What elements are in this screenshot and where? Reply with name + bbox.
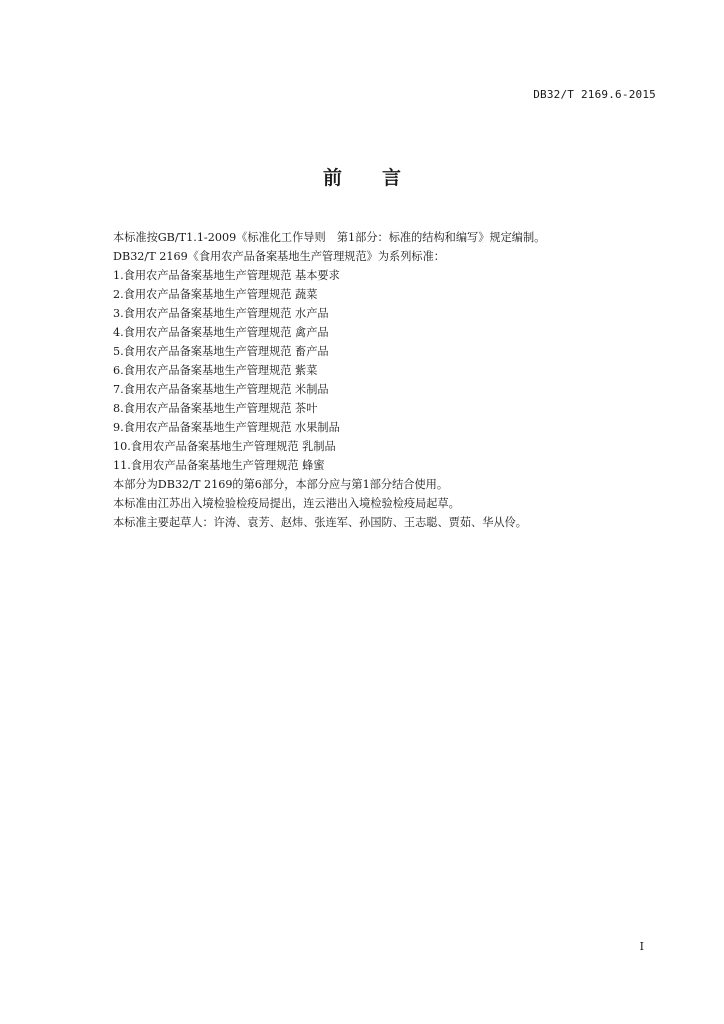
page-title: 前言 (322, 167, 441, 189)
list-item: 8.食用农产品备案基地生产管理规范 茶叶 (113, 402, 318, 415)
series-list (113, 266, 673, 475)
list-item: 11.食用农产品备案基地生产管理规范 蜂蜜 (113, 459, 325, 472)
list-item: 1.食用农产品备案基地生产管理规范 基本要求 (113, 269, 340, 282)
list-item: 10.食用农产品备案基地生产管理规范 乳制品 (113, 440, 336, 453)
intro-line-structure: 本标准按GB/T1.1-2009《标准化工作导则 第1部分：标准的结构和编写》规定编制。 (113, 231, 546, 244)
page-number: I (639, 940, 644, 953)
list-item: 3.食用农产品备案基地生产管理规范 水产品 (113, 307, 329, 320)
list-item: 5.食用农产品备案基地生产管理规范 畜产品 (113, 345, 329, 358)
list-item: 4.食用农产品备案基地生产管理规范 禽产品 (113, 326, 329, 339)
list-item: 2.食用农产品备案基地生产管理规范 蔬菜 (113, 288, 318, 301)
foreword-body (113, 228, 673, 532)
intro-line-series: DB32/T 2169《食用农产品备案基地生产管理规范》为系列标准： (113, 250, 445, 263)
list-item: 6.食用农产品备案基地生产管理规范 紫菜 (113, 364, 318, 377)
document-code: DB32/T 2169.6-2015 (533, 88, 656, 101)
list-item: 9.食用农产品备案基地生产管理规范 水果制品 (113, 421, 340, 434)
list-item: 7.食用农产品备案基地生产管理规范 米制品 (113, 383, 329, 396)
closing-line-part: 本部分为DB32/T 2169的第6部分，本部分应与第1部分结合使用。 (113, 478, 449, 491)
closing-line-drafters: 本标准主要起草人：许涛、袁芳、赵炜、张连军、孙国防、王志聪、贾茹、华从伶。 (113, 516, 527, 529)
closing-line-proposer: 本标准由江苏出入境检验检疫局提出，连云港出入境检验检疫局起草。 (113, 497, 460, 510)
